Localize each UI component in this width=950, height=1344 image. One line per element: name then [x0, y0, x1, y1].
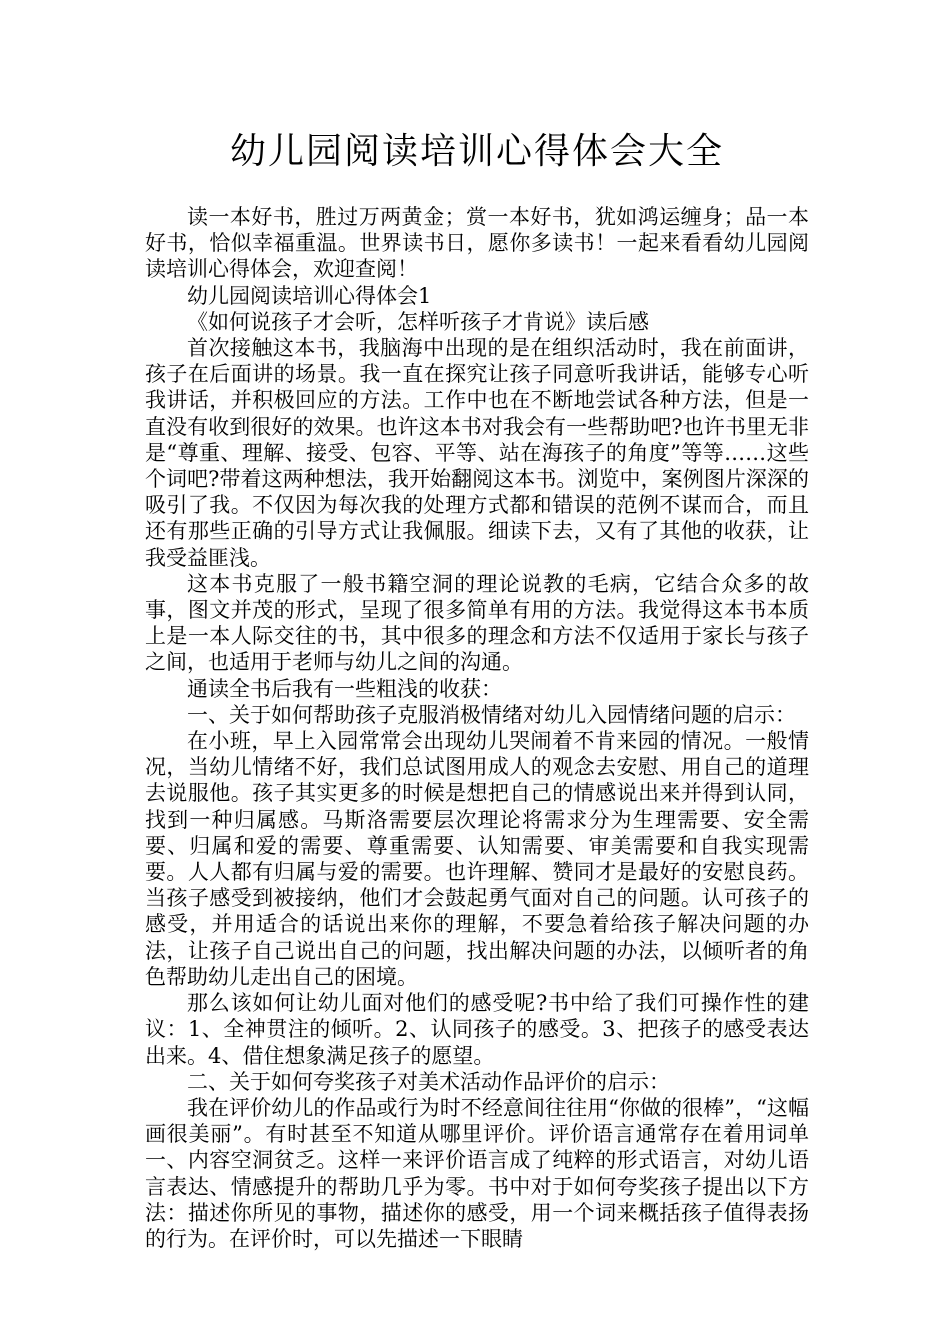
document-page [145, 126, 809, 1252]
body-paragraph: 那么该如何让幼儿面对他们的感受呢?书中给了我们可操作性的建议：1、全神贯注的倾听。2、认同孩子的感受。3、把孩子的感受表达出来。4、借住想象满足孩子的愿望。 [145, 991, 809, 1068]
body-paragraph: 这本书克服了一般书籍空洞的理论说教的毛病，它结合众多的故事，图文并茂的形式，呈现了很多简单有用的方法。我觉得这本书本质上是一本人际交往的书，其中很多的理念和方法不仅适用于家长与孩子之间，也适用于老师与幼儿之间的沟通。 [145, 571, 809, 675]
body-paragraph: 我在评价幼儿的作品或行为时不经意间往往用“你做的很棒”，“这幅画很美丽”。有时甚至不知道从哪里评价。评价语言通常存在着用词单一、内容空洞贫乏。这样一来评价语言成了纯粹的形式语言，对幼儿语言表达、情感提升的帮助几乎为零。书中对于如何夸奖孩子提出以下方法：描述你所见的事物，描述你的感受，用一个词来概括孩子值得表扬的行为。在评价时，可以先描述一下眼睛 [145, 1095, 809, 1251]
section-heading: 幼儿园阅读培训心得体会1 [187, 283, 432, 308]
body-paragraph: 通读全书后我有一些粗浅的收获： [187, 676, 502, 701]
body-paragraph: 在小班，早上入园常常会出现幼儿哭闹着不肯来园的情况。一般情况，当幼儿情绪不好，我们总试图用成人的观念去安慰、用自己的道理去说服他。孩子其实更多的时候是想把自己的情感说出来并得到认同，找到一种归属感。马斯洛需要层次理论将需求分为生理需要、安全需要、归属和爱的需要、尊重需要、认知需要、审美需要和自我实现需要。人人都有归属与爱的需要。也许理解、赞同才是最好的安慰良药。当孩子感受到被接纳，他们才会鼓起勇气面对自己的问题。认可孩子的感受，并用适合的话说出来你的理解，不要急着给孩子解决问题的办法，让孩子自己说出自己的问题，找出解决问题的办法，以倾听者的角色帮助幼儿走出自己的困境。 [145, 729, 809, 989]
subheading-paragraph: 一、关于如何帮助孩子克服消极情绪对幼儿入园情绪问题的启示： [187, 702, 796, 727]
document-title: 幼儿园阅读培训心得体会大全 [229, 131, 724, 172]
intro-paragraph: 读一本好书，胜过万两黄金；赏一本好书，犹如鸿运缠身；品一本好书，恰似幸福重温。世界读书日，愿你多读书！一起来看看幼儿园阅读培训心得体会，欢迎查阅！ [145, 205, 809, 282]
book-title-line: 《如何说孩子才会听，怎样听孩子才肯说》读后感 [187, 309, 649, 334]
body-paragraph: 首次接触这本书，我脑海中出现的是在组织活动时，我在前面讲，孩子在后面讲的场景。我一直在探究让孩子同意听我讲话，能够专心听我讲话，并积极回应的方法。工作中也在不断地尝试各种方法，但是一直没有收到很好的效果。也许这本书对我会有一些帮助吧?也许书里无非是“尊重、理解、接受、包容、平等、站在海孩子的角度”等等……这些个词吧?带着这两种想法，我开始翻阅这本书。浏览中，案例图片深深的吸引了我。不仅因为每次我的处理方式都和错误的范例不谋而合，而且还有那些正确的引导方式让我佩服。细读下去，又有了其他的收获，让我受益匪浅。 [145, 336, 809, 570]
subheading-paragraph: 二、关于如何夸奖孩子对美术活动作品评价的启示： [187, 1069, 670, 1094]
